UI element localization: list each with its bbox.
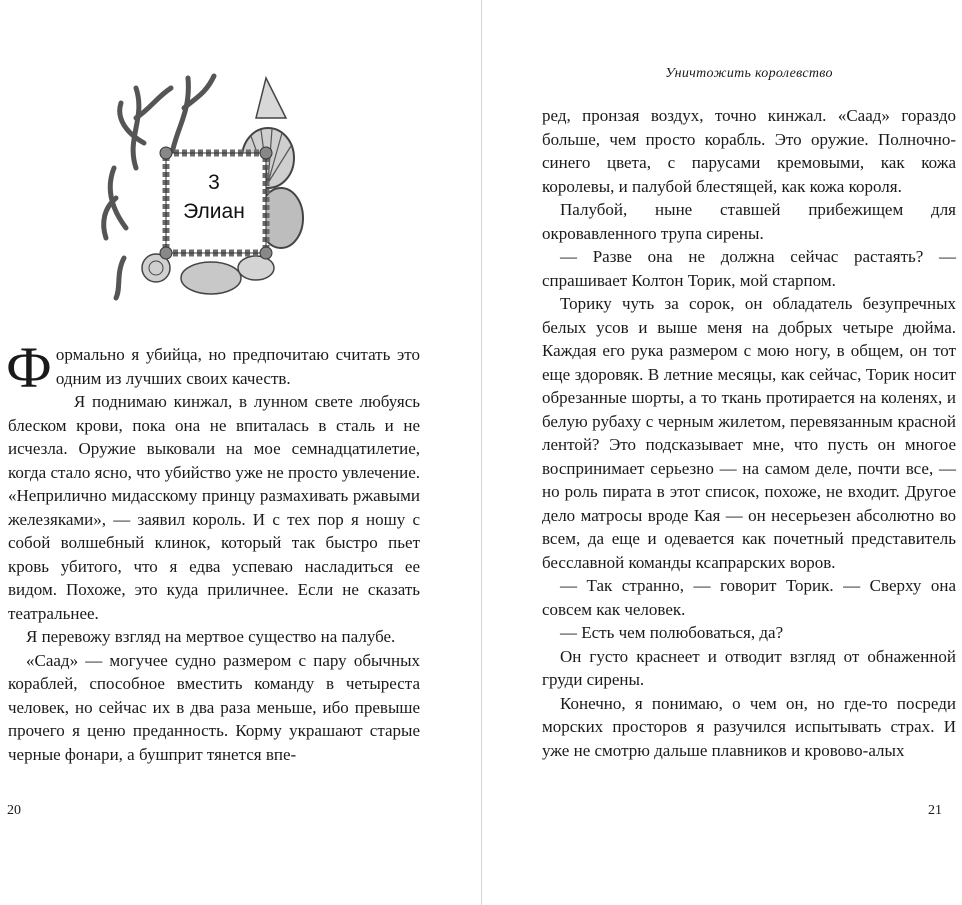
paragraph: Торику чуть за сорок, он обладатель безупречных белых усов и выше меня на добрых четыре дюйма. Каждая его рука размером с мою ногу, в общем, он тот еще здоровяк. В летние месяцы, как сейчас, Торик носит обрезанные шорты, а то ткань протирается на коленях, и белую рубаху с черным жилетом, перевязанным красной лентой? Это подсказывает мне, что пусть он многое воспринимает серьезно — на самом деле, почти все, — но роль пирата в этот список, похоже, не входит. Другое дело матросы вроде Кая — он несерьезен абсолютно во всем, да еще и одевается как почетный представитель бесславной команды ксапрарских воров.: [542, 294, 956, 572]
left-body-text: [6, 335, 420, 766]
right-page: [482, 0, 962, 905]
paragraph: Палубой, ныне ставшей прибежищем для окровавленного трупа сирены.: [542, 200, 956, 243]
paragraph-text: ормально я убийца, но предпочитаю считать это одним из лучших своих качеств.: [55, 345, 420, 388]
paragraph: — Так странно, — говорит Торик. — Сверху она совсем как человек.: [542, 576, 956, 619]
chapter-title: Элиан: [183, 200, 245, 223]
paragraph: «Саад» — могучее судно размером с пару обычных кораблей, способное вместить команду в четыреста человек, но сейчас их в два раза меньше, ибо превыше прочего я ценю преданность. Корму украшают старые черные фонари, а бушприт тянется впе-: [8, 650, 420, 764]
paragraph: Он густо краснеет и отводит взгляд от обнаженной груди сирены.: [542, 646, 956, 689]
paragraph: [6, 335, 420, 400]
paragraph: Я перевожу взгляд на мертвое существо на палубе.: [26, 627, 396, 646]
drop-cap: Ф: [6, 335, 52, 400]
paragraph: Конечно, я понимаю, о чем он, но где-то посреди морских просторов я разучился испытывать страх. И уже не смотрю дальше плавников и крововo-алых: [542, 693, 956, 760]
paragraph: — Есть чем полюбоваться, да?: [560, 623, 784, 642]
running-head: Уничтожить королевство: [665, 66, 833, 81]
page-number: 20: [7, 803, 21, 818]
paragraph: ред, пронзая воздух, точно кинжал. «Саад» гораздо больше, чем просто корабль. Это оружие. Полночно-синего цвета, с парусами кремовыми, как кожа королевы, и палубой блестящей, как кожа короля.: [542, 106, 956, 196]
page-number: 21: [928, 803, 942, 818]
right-body-text: [542, 104, 956, 762]
paragraph: Я поднимаю кинжал, в лунном свете любуясь блеском крови, пока она не впиталась в сталь и не исчезла. Оружие выковали на мое семнадцатилетие, когда стало ясно, что убийство уже не просто увлечение. «Неприлично мидасскому принцу размахивать ржавыми железяками», — заявил король. И с тех пор я ношу с собой волшебный клинок, который так быстро пьет кровь убитого, что я едва успеваю насладиться ее видом. Похоже, это куда приличнее. Если не сказать театральнее.: [8, 392, 420, 623]
paragraph: — Разве она не должна сейчас растаять? — спрашивает Колтон Торик, мой старпом.: [542, 247, 956, 290]
chapter-heading: [170, 168, 258, 226]
chapter-number: 3: [208, 171, 220, 194]
